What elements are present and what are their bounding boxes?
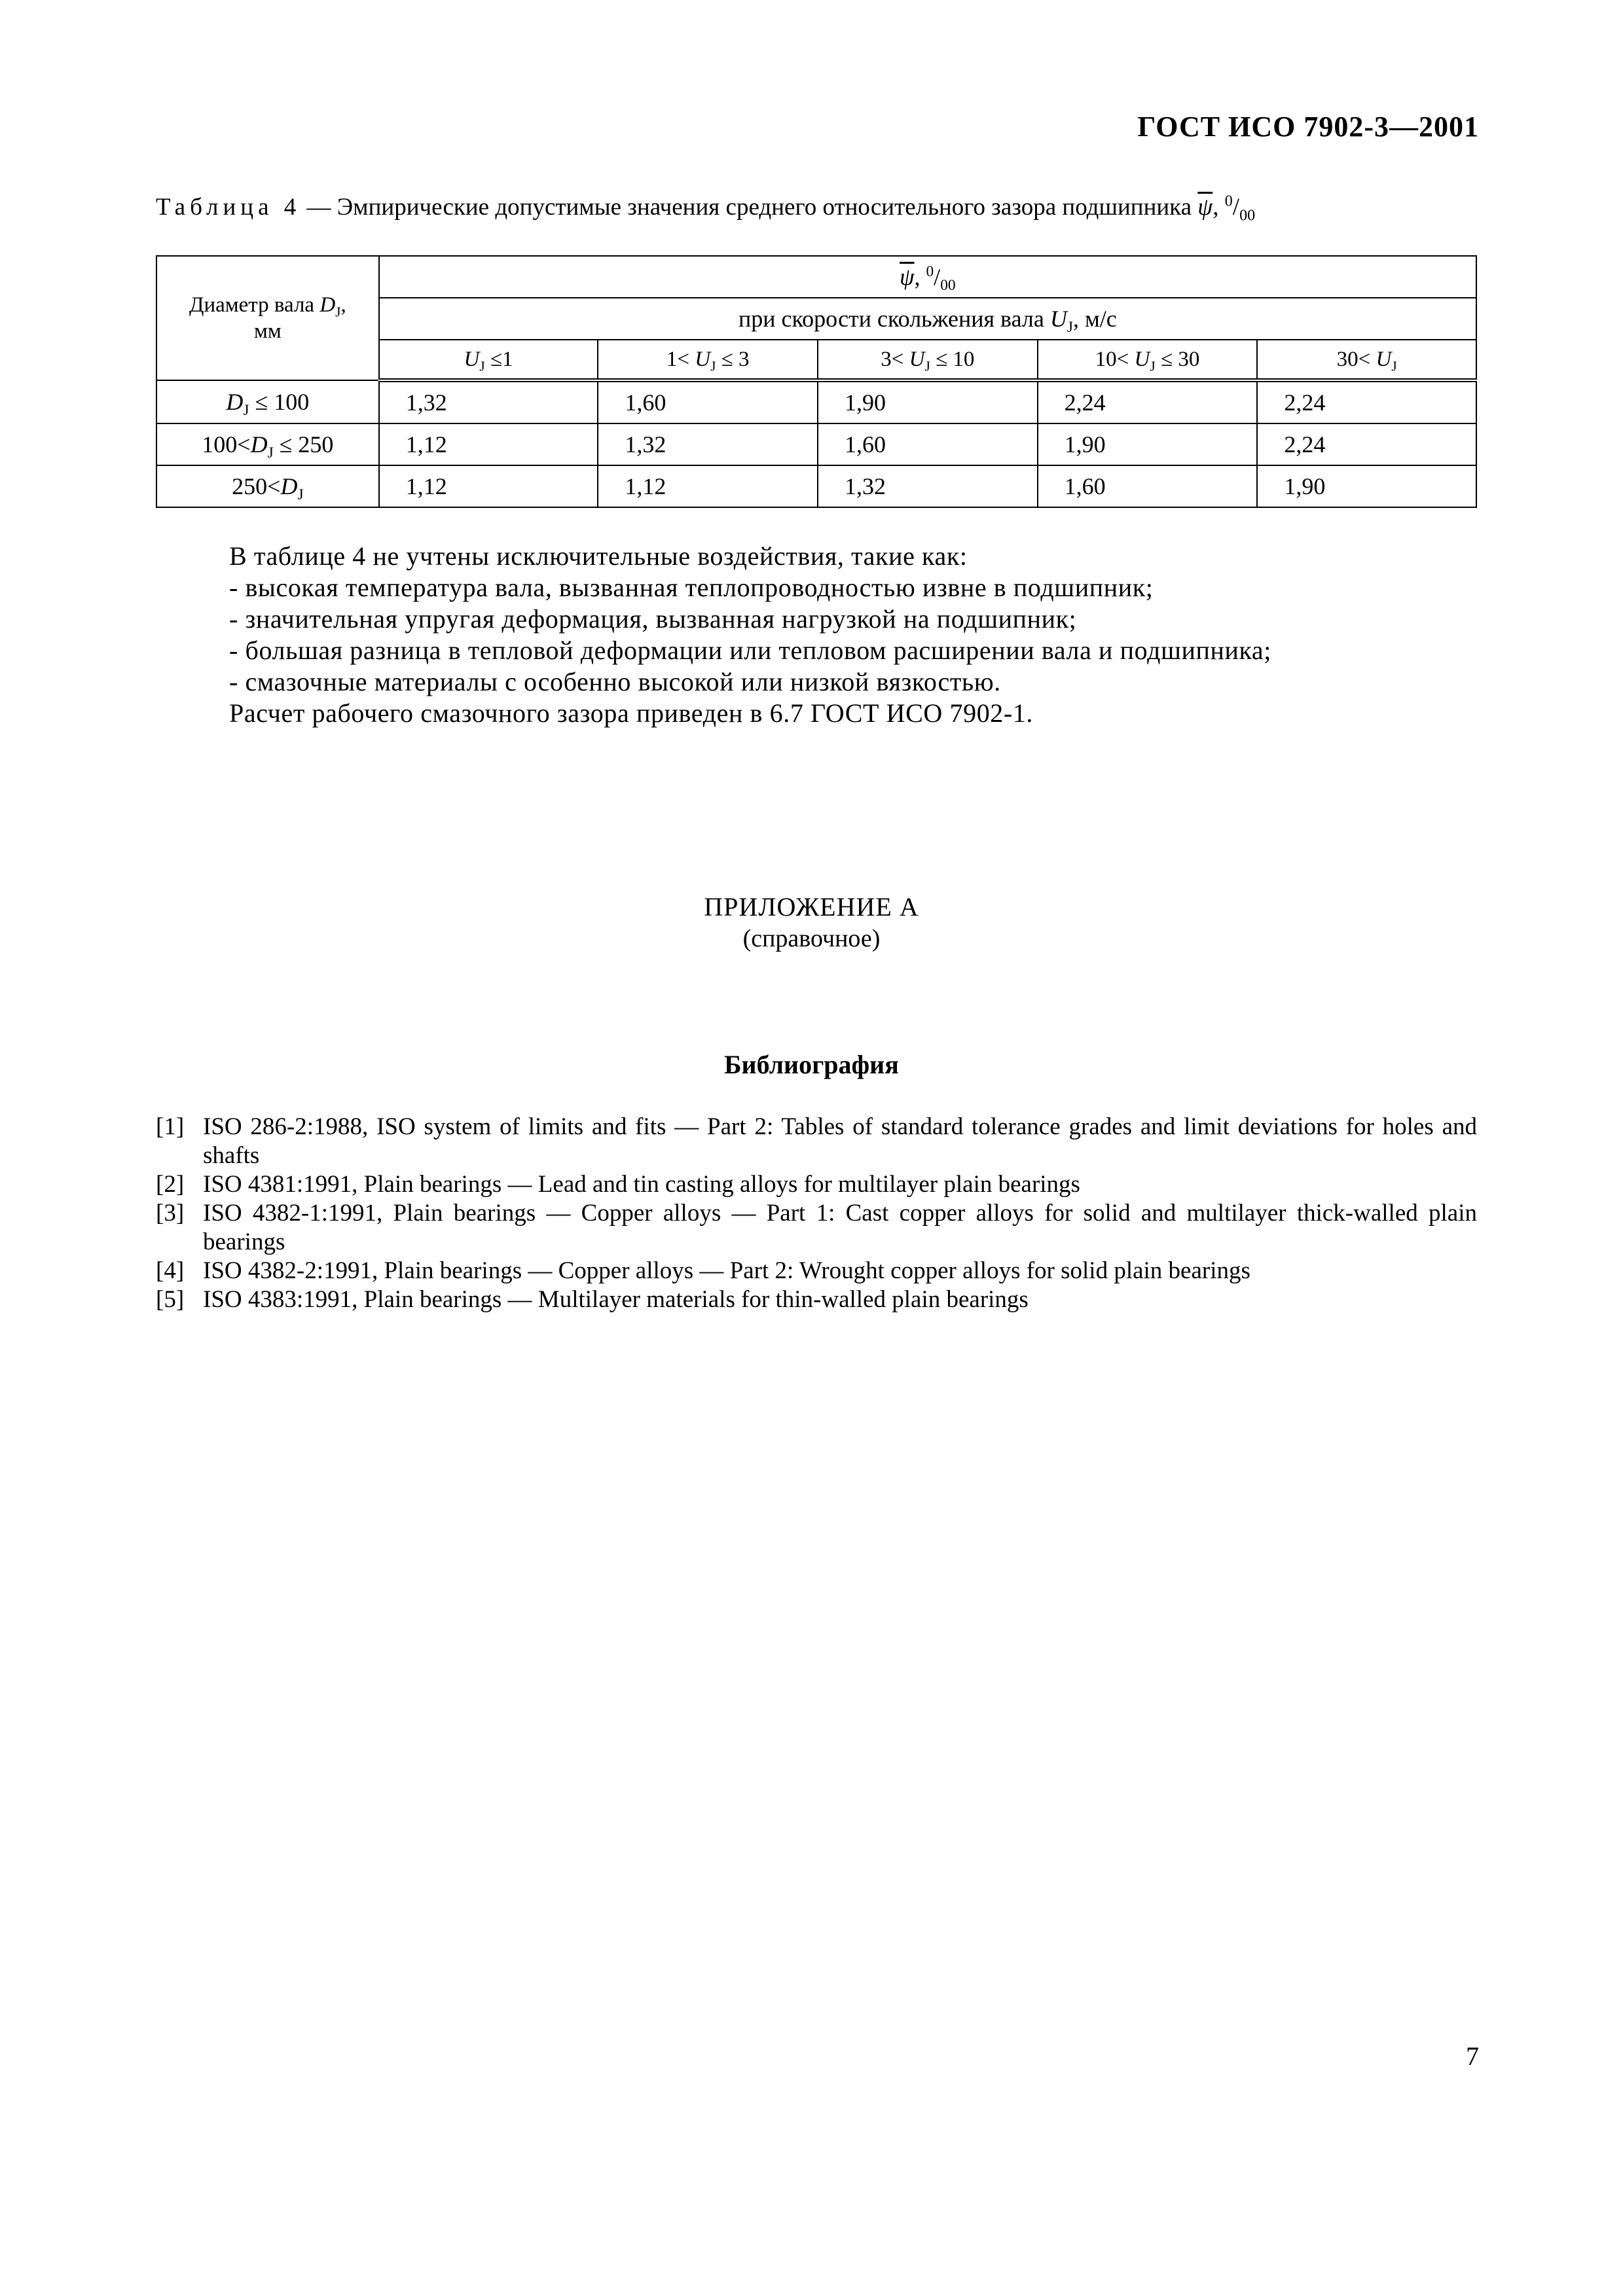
document-header: ГОСТ ИСО 7902-3—2001 xyxy=(1137,111,1479,143)
speed-range-U: U xyxy=(464,347,480,371)
speed-range-cell xyxy=(1257,340,1476,380)
speed-range-J: J xyxy=(479,358,485,374)
appendix-title: ПРИЛОЖЕНИЕ А xyxy=(704,892,919,922)
speed-range-J: J xyxy=(710,358,716,374)
speed-range-cell xyxy=(818,340,1038,380)
row-label xyxy=(156,380,379,423)
bibliography-item-text: ISO 4381:1991, Plain bearings — Lead and tin casting alloys for multilayer plain bearings xyxy=(203,1171,1080,1198)
speed-range-pre: 3< xyxy=(881,347,909,371)
speed-range-J: J xyxy=(1150,358,1156,374)
bibliography-item-number: [1] xyxy=(156,1113,185,1140)
speed-header-J: J xyxy=(1067,319,1073,336)
row-label-J: J xyxy=(267,444,274,462)
table-row xyxy=(156,423,1476,465)
table-cell: 2,24 xyxy=(1038,380,1258,423)
bibliography-item xyxy=(156,1113,1477,1170)
bibliography-item-text: ISO 286-2:1988, ISO system of limits and fits — Part 2: Tables of standard tolerance grades and limit deviations for holes and shafts xyxy=(203,1113,1477,1169)
speed-header-text: при скорости скольжения вала xyxy=(739,306,1050,332)
speed-range-pre: 1< xyxy=(666,347,695,371)
speed-range-U: U xyxy=(1134,347,1150,371)
row-label-J: J xyxy=(243,402,249,420)
bibliography-item-number: [5] xyxy=(156,1286,185,1313)
bibliography-item-text: ISO 4383:1991, Plain bearings — Multilayer materials for thin-walled plain bearings xyxy=(203,1286,1029,1313)
caption-unit-slash: / xyxy=(1232,194,1240,221)
caption-unit-sup: 0 xyxy=(1224,192,1233,210)
caption-unit-sep: , xyxy=(1213,194,1225,221)
diameter-header-text: Диаметр вала xyxy=(189,293,320,317)
appendix-subtitle: (справочное) xyxy=(742,925,881,952)
table-cell: 1,12 xyxy=(598,465,818,507)
speed-range-U: U xyxy=(909,347,925,371)
speed-range-post: ≤ 3 xyxy=(716,347,750,371)
row-label-D: D xyxy=(226,389,244,415)
speed-range-post: ≤ 10 xyxy=(930,347,975,371)
psi-header-symbol: $\overline{\psi}$ xyxy=(900,264,915,290)
note-line: Расчет рабочего смазочного зазора приведен в 6.7 ГОСТ ИСО 7902-1. xyxy=(229,698,1034,728)
bibliography-item xyxy=(156,1199,1477,1257)
table-row xyxy=(156,465,1476,507)
row-label-D: D xyxy=(280,473,298,499)
speed-range-U: U xyxy=(695,347,711,371)
speed-range-pre: 10< xyxy=(1095,347,1135,371)
row-label-D: D xyxy=(250,431,268,457)
table-row xyxy=(156,380,1476,423)
speed-range-J: J xyxy=(1391,358,1397,374)
bibliography-item-number: [3] xyxy=(156,1200,185,1227)
bibliography-item xyxy=(156,1285,1477,1314)
diameter-header-D: D xyxy=(319,293,336,317)
row-label xyxy=(156,465,379,507)
speed-range-cell xyxy=(1038,340,1258,380)
table-caption-text: — Эмпирические допустимые значения среднего относительного зазора подшипника xyxy=(301,194,1198,221)
psi-header-cell xyxy=(379,256,1476,298)
caption-unit-sub: 00 xyxy=(1239,207,1256,224)
bibliography-item-text: ISO 4382-2:1991, Plain bearings — Copper alloys — Part 2: Wrought copper alloys for solid plain bearings xyxy=(203,1257,1250,1284)
note-line: - смазочные материалы с особенно высокой или низкой вязкостью. xyxy=(229,667,1001,696)
table-cell: 1,90 xyxy=(818,380,1038,423)
row-label-J: J xyxy=(297,486,304,504)
psi-symbol: $\overline{\psi}$ xyxy=(1197,194,1213,221)
row-label xyxy=(156,423,379,465)
table-cell: 1,12 xyxy=(379,465,598,507)
bibliography-item-number: [4] xyxy=(156,1257,185,1284)
diameter-header-comma: , xyxy=(340,293,346,317)
note-line: - большая разница в тепловой деформации или тепловом расширении вала и подшипника; xyxy=(229,636,1271,665)
table-header-row xyxy=(156,256,1476,298)
table-cell: 2,24 xyxy=(1257,423,1476,465)
bibliography-item-number: [2] xyxy=(156,1171,185,1198)
table-cell: 1,60 xyxy=(598,380,818,423)
speed-range-cell xyxy=(598,340,818,380)
bibliography-item xyxy=(156,1170,1477,1199)
psi-header-sup: 0 xyxy=(926,263,934,280)
table-cell: 1,60 xyxy=(1038,465,1258,507)
note-line: В таблице 4 не учтены исключительные воздействия, такие как: xyxy=(229,541,968,571)
speed-range-pre: 30< xyxy=(1336,347,1376,371)
speed-header-U: U xyxy=(1049,306,1067,332)
table-cell: 1,60 xyxy=(818,423,1038,465)
row-label-post: ≤ 250 xyxy=(273,431,334,457)
speed-header-unit: , м/с xyxy=(1072,306,1117,332)
table-cell: 1,32 xyxy=(818,465,1038,507)
row-label-pre: 100< xyxy=(202,431,251,457)
table-cell: 1,12 xyxy=(379,423,598,465)
bibliography-item xyxy=(156,1257,1477,1285)
psi-header-sub: 00 xyxy=(940,277,956,295)
row-label-pre: 250< xyxy=(232,473,281,499)
clearance-table xyxy=(156,255,1477,508)
row-label-post: ≤ 100 xyxy=(249,389,310,415)
bibliography-item-text: ISO 4382-1:1991, Plain bearings — Copper alloys — Part 1: Cast copper alloys for solid and multilayer thick-walled plain bearings xyxy=(203,1200,1477,1255)
speed-range-post: ≤1 xyxy=(484,347,513,371)
psi-header-slash: / xyxy=(934,264,941,290)
table-cell: 2,24 xyxy=(1257,380,1476,423)
speed-range-J: J xyxy=(924,358,930,374)
speed-range-post: ≤ 30 xyxy=(1155,347,1200,371)
bibliography-title: Библиография xyxy=(724,1050,899,1079)
diameter-header-unit: мм xyxy=(253,319,282,343)
table-caption-label: Таблица 4 xyxy=(156,194,301,221)
diameter-header-J: J xyxy=(335,304,341,320)
table-cell: 1,32 xyxy=(598,423,818,465)
diameter-header-cell xyxy=(156,256,379,380)
table-cell: 1,90 xyxy=(1038,423,1258,465)
psi-header-sep: , xyxy=(914,264,926,290)
speed-header-cell xyxy=(379,298,1476,340)
speed-range-cell xyxy=(379,340,598,380)
note-line: - высокая температура вала, вызванная теплопроводностью извне в подшипник; xyxy=(229,573,1154,602)
page-number: 7 xyxy=(1466,2041,1479,2071)
note-line: - значительная упругая деформация, вызванная нагрузкой на подшипник; xyxy=(229,604,1077,634)
speed-range-U: U xyxy=(1376,347,1392,371)
table-cell: 1,32 xyxy=(379,380,598,423)
table-cell: 1,90 xyxy=(1257,465,1476,507)
table-caption xyxy=(156,192,1256,224)
